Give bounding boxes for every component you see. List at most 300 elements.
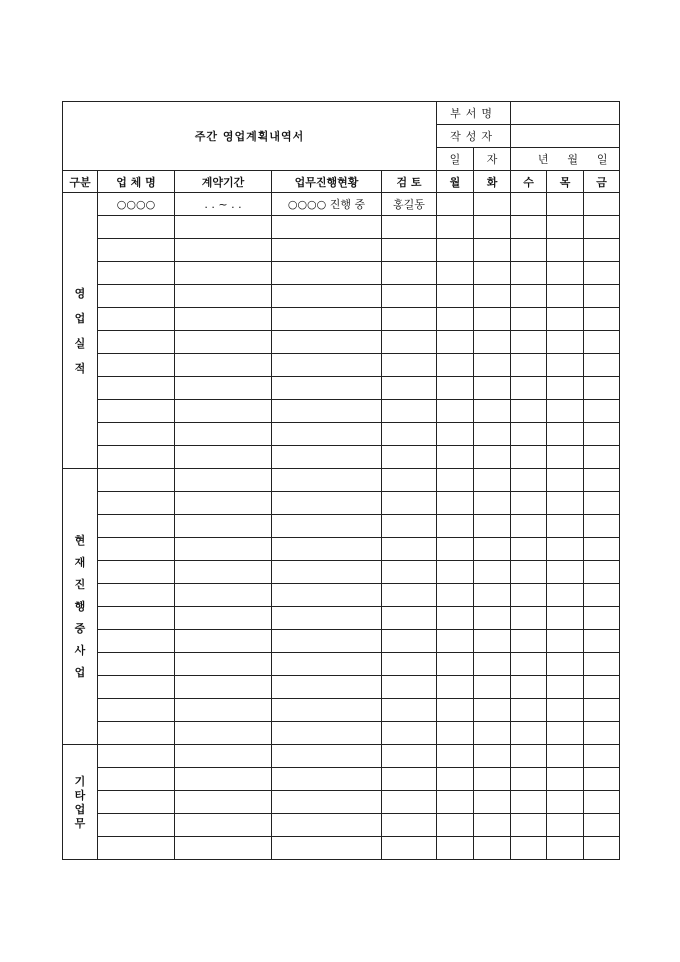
reviewer-cell[interactable] xyxy=(382,561,437,584)
reviewer-cell[interactable] xyxy=(382,630,437,653)
wed-cell[interactable] xyxy=(511,561,547,584)
wed-cell[interactable] xyxy=(511,354,547,377)
date-value-field[interactable] xyxy=(511,148,620,171)
wed-cell[interactable] xyxy=(511,584,547,607)
period-cell[interactable] xyxy=(175,239,272,262)
mon-cell[interactable] xyxy=(437,285,474,308)
section-char: 영 xyxy=(74,286,86,300)
tue-cell[interactable] xyxy=(474,446,511,469)
tue-cell[interactable] xyxy=(474,722,511,745)
wed-cell[interactable] xyxy=(511,676,547,699)
thu-cell[interactable] xyxy=(547,400,584,423)
reviewer-cell[interactable] xyxy=(382,607,437,630)
thu-cell[interactable] xyxy=(547,446,584,469)
period-cell[interactable] xyxy=(175,699,272,722)
company-cell[interactable]: ○○○○ xyxy=(98,193,175,216)
table-row xyxy=(63,423,620,446)
wed-cell[interactable] xyxy=(511,331,547,354)
header-review: 검 토 xyxy=(382,171,437,193)
reviewer-cell[interactable]: 홍길동 xyxy=(382,193,437,216)
tue-cell[interactable] xyxy=(474,653,511,676)
fri-cell[interactable] xyxy=(584,423,620,446)
period-cell[interactable] xyxy=(175,584,272,607)
mon-cell[interactable] xyxy=(437,653,474,676)
tue-cell[interactable] xyxy=(474,239,511,262)
company-cell[interactable] xyxy=(98,400,175,423)
table-row xyxy=(63,262,620,285)
section-label-other xyxy=(63,745,98,860)
mon-cell[interactable] xyxy=(437,193,474,216)
reviewer-cell[interactable] xyxy=(382,469,437,492)
fri-cell[interactable] xyxy=(584,653,620,676)
period-cell[interactable] xyxy=(175,814,272,837)
status-cell[interactable] xyxy=(272,745,382,768)
company-cell[interactable] xyxy=(98,423,175,446)
period-cell[interactable] xyxy=(175,285,272,308)
reviewer-cell[interactable] xyxy=(382,216,437,239)
company-cell[interactable] xyxy=(98,676,175,699)
company-cell[interactable] xyxy=(98,377,175,400)
period-cell[interactable] xyxy=(175,308,272,331)
thu-cell[interactable] xyxy=(547,791,584,814)
reviewer-cell[interactable] xyxy=(382,285,437,308)
date-label-2: 자 xyxy=(474,148,511,171)
wed-cell[interactable] xyxy=(511,515,547,538)
period-cell[interactable] xyxy=(175,768,272,791)
company-cell[interactable] xyxy=(98,492,175,515)
wed-cell[interactable] xyxy=(511,538,547,561)
company-cell[interactable] xyxy=(98,699,175,722)
table-row xyxy=(63,722,620,745)
status-cell[interactable] xyxy=(272,653,382,676)
wed-cell[interactable] xyxy=(511,285,547,308)
reviewer-cell[interactable] xyxy=(382,722,437,745)
fri-cell[interactable] xyxy=(584,630,620,653)
period-cell[interactable] xyxy=(175,446,272,469)
table-row xyxy=(63,239,620,262)
status-cell[interactable] xyxy=(272,377,382,400)
mon-cell[interactable] xyxy=(437,630,474,653)
author-label: 작성자 xyxy=(437,125,511,148)
mon-cell[interactable] xyxy=(437,492,474,515)
tue-cell[interactable] xyxy=(474,216,511,239)
fri-cell[interactable] xyxy=(584,561,620,584)
company-cell[interactable] xyxy=(98,354,175,377)
wed-cell[interactable] xyxy=(511,768,547,791)
status-cell[interactable] xyxy=(272,768,382,791)
mon-cell[interactable] xyxy=(437,423,474,446)
section-char: 업 xyxy=(74,802,86,816)
wed-cell[interactable] xyxy=(511,837,547,860)
thu-cell[interactable] xyxy=(547,239,584,262)
status-cell[interactable] xyxy=(272,469,382,492)
wed-cell[interactable] xyxy=(511,216,547,239)
thu-cell[interactable] xyxy=(547,630,584,653)
fri-cell[interactable] xyxy=(584,331,620,354)
status-cell[interactable] xyxy=(272,584,382,607)
wed-cell[interactable] xyxy=(511,423,547,446)
period-cell[interactable] xyxy=(175,676,272,699)
tue-cell[interactable] xyxy=(474,538,511,561)
wed-cell[interactable] xyxy=(511,722,547,745)
status-cell[interactable] xyxy=(272,791,382,814)
period-cell[interactable] xyxy=(175,561,272,584)
status-cell[interactable] xyxy=(272,331,382,354)
mon-cell[interactable] xyxy=(437,469,474,492)
status-cell[interactable] xyxy=(272,538,382,561)
reviewer-cell[interactable] xyxy=(382,745,437,768)
fri-cell[interactable] xyxy=(584,216,620,239)
company-cell[interactable] xyxy=(98,814,175,837)
company-cell[interactable] xyxy=(98,446,175,469)
wed-cell[interactable] xyxy=(511,193,547,216)
tue-cell[interactable] xyxy=(474,676,511,699)
fri-cell[interactable] xyxy=(584,745,620,768)
company-cell[interactable] xyxy=(98,308,175,331)
reviewer-cell[interactable] xyxy=(382,400,437,423)
company-cell[interactable] xyxy=(98,331,175,354)
mon-cell[interactable] xyxy=(437,262,474,285)
reviewer-cell[interactable] xyxy=(382,653,437,676)
wed-cell[interactable] xyxy=(511,469,547,492)
fri-cell[interactable] xyxy=(584,193,620,216)
mon-cell[interactable] xyxy=(437,722,474,745)
company-cell[interactable] xyxy=(98,630,175,653)
fri-cell[interactable] xyxy=(584,676,620,699)
document-title: 주간 영업계획내역서 xyxy=(63,102,437,171)
table-row xyxy=(63,607,620,630)
wed-cell[interactable] xyxy=(511,699,547,722)
table-row xyxy=(63,446,620,469)
fri-cell[interactable] xyxy=(584,791,620,814)
period-cell[interactable] xyxy=(175,630,272,653)
tue-cell[interactable] xyxy=(474,262,511,285)
thu-cell[interactable] xyxy=(547,423,584,446)
tue-cell[interactable] xyxy=(474,630,511,653)
dept-value-field[interactable] xyxy=(511,102,620,125)
thu-cell[interactable] xyxy=(547,722,584,745)
reviewer-cell[interactable] xyxy=(382,377,437,400)
reviewer-cell[interactable] xyxy=(382,814,437,837)
thu-cell[interactable] xyxy=(547,377,584,400)
period-cell[interactable] xyxy=(175,377,272,400)
period-cell[interactable] xyxy=(175,262,272,285)
thu-cell[interactable] xyxy=(547,285,584,308)
fri-cell[interactable] xyxy=(584,538,620,561)
reviewer-cell[interactable] xyxy=(382,446,437,469)
mon-cell[interactable] xyxy=(437,561,474,584)
mon-cell[interactable] xyxy=(437,446,474,469)
reviewer-cell[interactable] xyxy=(382,584,437,607)
fri-cell[interactable] xyxy=(584,354,620,377)
period-cell[interactable]: . . ~ . . xyxy=(175,193,272,216)
table-row xyxy=(63,630,620,653)
mon-cell[interactable] xyxy=(437,400,474,423)
mon-cell[interactable] xyxy=(437,745,474,768)
mon-cell[interactable] xyxy=(437,768,474,791)
period-cell[interactable] xyxy=(175,331,272,354)
period-cell[interactable] xyxy=(175,469,272,492)
thu-cell[interactable] xyxy=(547,308,584,331)
fri-cell[interactable] xyxy=(584,607,620,630)
wed-cell[interactable] xyxy=(511,791,547,814)
fri-cell[interactable] xyxy=(584,722,620,745)
reviewer-cell[interactable] xyxy=(382,492,437,515)
mon-cell[interactable] xyxy=(437,354,474,377)
table-row xyxy=(63,584,620,607)
status-cell[interactable] xyxy=(272,239,382,262)
status-cell[interactable] xyxy=(272,446,382,469)
tue-cell[interactable] xyxy=(474,354,511,377)
tue-cell[interactable] xyxy=(474,331,511,354)
company-cell[interactable] xyxy=(98,262,175,285)
section-char: 행 xyxy=(74,600,86,613)
tue-cell[interactable] xyxy=(474,768,511,791)
tue-cell[interactable] xyxy=(474,607,511,630)
mon-cell[interactable] xyxy=(437,308,474,331)
period-cell[interactable] xyxy=(175,400,272,423)
company-cell[interactable] xyxy=(98,285,175,308)
fri-cell[interactable] xyxy=(584,584,620,607)
thu-cell[interactable] xyxy=(547,676,584,699)
company-cell[interactable] xyxy=(98,538,175,561)
mon-cell[interactable] xyxy=(437,837,474,860)
period-cell[interactable] xyxy=(175,837,272,860)
mon-cell[interactable] xyxy=(437,331,474,354)
company-cell[interactable] xyxy=(98,653,175,676)
thu-cell[interactable] xyxy=(547,584,584,607)
thu-cell[interactable] xyxy=(547,354,584,377)
reviewer-cell[interactable] xyxy=(382,515,437,538)
tue-cell[interactable] xyxy=(474,400,511,423)
mon-cell[interactable] xyxy=(437,791,474,814)
fri-cell[interactable] xyxy=(584,262,620,285)
wed-cell[interactable] xyxy=(511,239,547,262)
status-cell[interactable] xyxy=(272,216,382,239)
table-row xyxy=(63,515,620,538)
status-cell[interactable] xyxy=(272,607,382,630)
status-cell[interactable] xyxy=(272,699,382,722)
wed-cell[interactable] xyxy=(511,607,547,630)
reviewer-cell[interactable] xyxy=(382,308,437,331)
fri-cell[interactable] xyxy=(584,699,620,722)
wed-cell[interactable] xyxy=(511,745,547,768)
company-cell[interactable] xyxy=(98,216,175,239)
reviewer-cell[interactable] xyxy=(382,423,437,446)
thu-cell[interactable] xyxy=(547,607,584,630)
reviewer-cell[interactable] xyxy=(382,331,437,354)
tue-cell[interactable] xyxy=(474,837,511,860)
section-label-current xyxy=(63,469,98,745)
thu-cell[interactable] xyxy=(547,515,584,538)
section-char: 타 xyxy=(74,788,86,802)
reviewer-cell[interactable] xyxy=(382,699,437,722)
wed-cell[interactable] xyxy=(511,377,547,400)
period-cell[interactable] xyxy=(175,354,272,377)
reviewer-cell[interactable] xyxy=(382,768,437,791)
status-cell[interactable] xyxy=(272,423,382,446)
thu-cell[interactable] xyxy=(547,262,584,285)
wed-cell[interactable] xyxy=(511,653,547,676)
fri-cell[interactable] xyxy=(584,492,620,515)
fri-cell[interactable] xyxy=(584,400,620,423)
thu-cell[interactable] xyxy=(547,492,584,515)
tue-cell[interactable] xyxy=(474,814,511,837)
weekly-sales-plan-form xyxy=(62,101,620,860)
mon-cell[interactable] xyxy=(437,216,474,239)
company-cell[interactable] xyxy=(98,607,175,630)
table-row xyxy=(63,216,620,239)
reviewer-cell[interactable] xyxy=(382,791,437,814)
table-row xyxy=(63,676,620,699)
wed-cell[interactable] xyxy=(511,814,547,837)
reviewer-cell[interactable] xyxy=(382,676,437,699)
company-cell[interactable] xyxy=(98,584,175,607)
table-row xyxy=(63,814,620,837)
mon-cell[interactable] xyxy=(437,239,474,262)
mon-cell[interactable] xyxy=(437,584,474,607)
company-cell[interactable] xyxy=(98,768,175,791)
thu-cell[interactable] xyxy=(547,216,584,239)
status-cell[interactable] xyxy=(272,837,382,860)
wed-cell[interactable] xyxy=(511,446,547,469)
status-cell[interactable] xyxy=(272,262,382,285)
header-wed: 수 xyxy=(511,171,547,193)
company-cell[interactable] xyxy=(98,239,175,262)
tue-cell[interactable] xyxy=(474,584,511,607)
period-cell[interactable] xyxy=(175,791,272,814)
company-cell[interactable] xyxy=(98,561,175,584)
company-cell[interactable] xyxy=(98,837,175,860)
table-row xyxy=(63,653,620,676)
mon-cell[interactable] xyxy=(437,699,474,722)
section-char: 기 xyxy=(74,774,86,788)
mon-cell[interactable] xyxy=(437,515,474,538)
section-char: 중 xyxy=(74,622,86,635)
tue-cell[interactable] xyxy=(474,423,511,446)
period-cell[interactable] xyxy=(175,515,272,538)
tue-cell[interactable] xyxy=(474,469,511,492)
tue-cell[interactable] xyxy=(474,561,511,584)
reviewer-cell[interactable] xyxy=(382,538,437,561)
wed-cell[interactable] xyxy=(511,308,547,331)
status-cell[interactable] xyxy=(272,676,382,699)
reviewer-cell[interactable] xyxy=(382,239,437,262)
status-cell[interactable] xyxy=(272,561,382,584)
mon-cell[interactable] xyxy=(437,814,474,837)
status-cell[interactable] xyxy=(272,515,382,538)
mon-cell[interactable] xyxy=(437,377,474,400)
wed-cell[interactable] xyxy=(511,492,547,515)
fri-cell[interactable] xyxy=(584,239,620,262)
status-cell[interactable]: ○○○○ 진행 중 xyxy=(272,193,382,216)
period-cell[interactable] xyxy=(175,607,272,630)
fri-cell[interactable] xyxy=(584,469,620,492)
period-cell[interactable] xyxy=(175,423,272,446)
mon-cell[interactable] xyxy=(437,538,474,561)
fri-cell[interactable] xyxy=(584,837,620,860)
wed-cell[interactable] xyxy=(511,262,547,285)
header-status: 업무진행현황 xyxy=(272,171,382,193)
section-char: 진 xyxy=(74,578,86,591)
thu-cell[interactable] xyxy=(547,653,584,676)
thu-cell[interactable] xyxy=(547,699,584,722)
tue-cell[interactable] xyxy=(474,791,511,814)
thu-cell[interactable] xyxy=(547,768,584,791)
tue-cell[interactable] xyxy=(474,377,511,400)
thu-cell[interactable] xyxy=(547,538,584,561)
section-char: 업 xyxy=(74,311,86,325)
fri-cell[interactable] xyxy=(584,285,620,308)
fri-cell[interactable] xyxy=(584,308,620,331)
reviewer-cell[interactable] xyxy=(382,354,437,377)
tue-cell[interactable] xyxy=(474,745,511,768)
mon-cell[interactable] xyxy=(437,676,474,699)
month-unit: 월 xyxy=(567,153,579,166)
thu-cell[interactable] xyxy=(547,745,584,768)
thu-cell[interactable] xyxy=(547,469,584,492)
status-cell[interactable] xyxy=(272,400,382,423)
period-cell[interactable] xyxy=(175,653,272,676)
period-cell[interactable] xyxy=(175,492,272,515)
wed-cell[interactable] xyxy=(511,630,547,653)
reviewer-cell[interactable] xyxy=(382,262,437,285)
status-cell[interactable] xyxy=(272,492,382,515)
section-char: 적 xyxy=(74,361,86,375)
status-cell[interactable] xyxy=(272,285,382,308)
thu-cell[interactable] xyxy=(547,193,584,216)
thu-cell[interactable] xyxy=(547,837,584,860)
thu-cell[interactable] xyxy=(547,561,584,584)
wed-cell[interactable] xyxy=(511,400,547,423)
table-row xyxy=(63,699,620,722)
period-cell[interactable] xyxy=(175,722,272,745)
company-cell[interactable] xyxy=(98,791,175,814)
thu-cell[interactable] xyxy=(547,331,584,354)
status-cell[interactable] xyxy=(272,722,382,745)
tue-cell[interactable] xyxy=(474,193,511,216)
company-cell[interactable] xyxy=(98,745,175,768)
period-cell[interactable] xyxy=(175,216,272,239)
tue-cell[interactable] xyxy=(474,515,511,538)
thu-cell[interactable] xyxy=(547,814,584,837)
company-cell[interactable] xyxy=(98,469,175,492)
fri-cell[interactable] xyxy=(584,515,620,538)
fri-cell[interactable] xyxy=(584,377,620,400)
date-label-1: 일 xyxy=(437,148,474,171)
tue-cell[interactable] xyxy=(474,308,511,331)
status-cell[interactable] xyxy=(272,354,382,377)
fri-cell[interactable] xyxy=(584,446,620,469)
fri-cell[interactable] xyxy=(584,814,620,837)
period-cell[interactable] xyxy=(175,745,272,768)
company-cell[interactable] xyxy=(98,515,175,538)
dept-label: 부서명 xyxy=(437,102,511,125)
tue-cell[interactable] xyxy=(474,285,511,308)
fri-cell[interactable] xyxy=(584,768,620,791)
status-cell[interactable] xyxy=(272,814,382,837)
author-value-field[interactable] xyxy=(511,125,620,148)
mon-cell[interactable] xyxy=(437,607,474,630)
status-cell[interactable] xyxy=(272,308,382,331)
period-cell[interactable] xyxy=(175,538,272,561)
reviewer-cell[interactable] xyxy=(382,837,437,860)
tue-cell[interactable] xyxy=(474,492,511,515)
company-cell[interactable] xyxy=(98,722,175,745)
tue-cell[interactable] xyxy=(474,699,511,722)
header-mon: 월 xyxy=(437,171,474,193)
status-cell[interactable] xyxy=(272,630,382,653)
